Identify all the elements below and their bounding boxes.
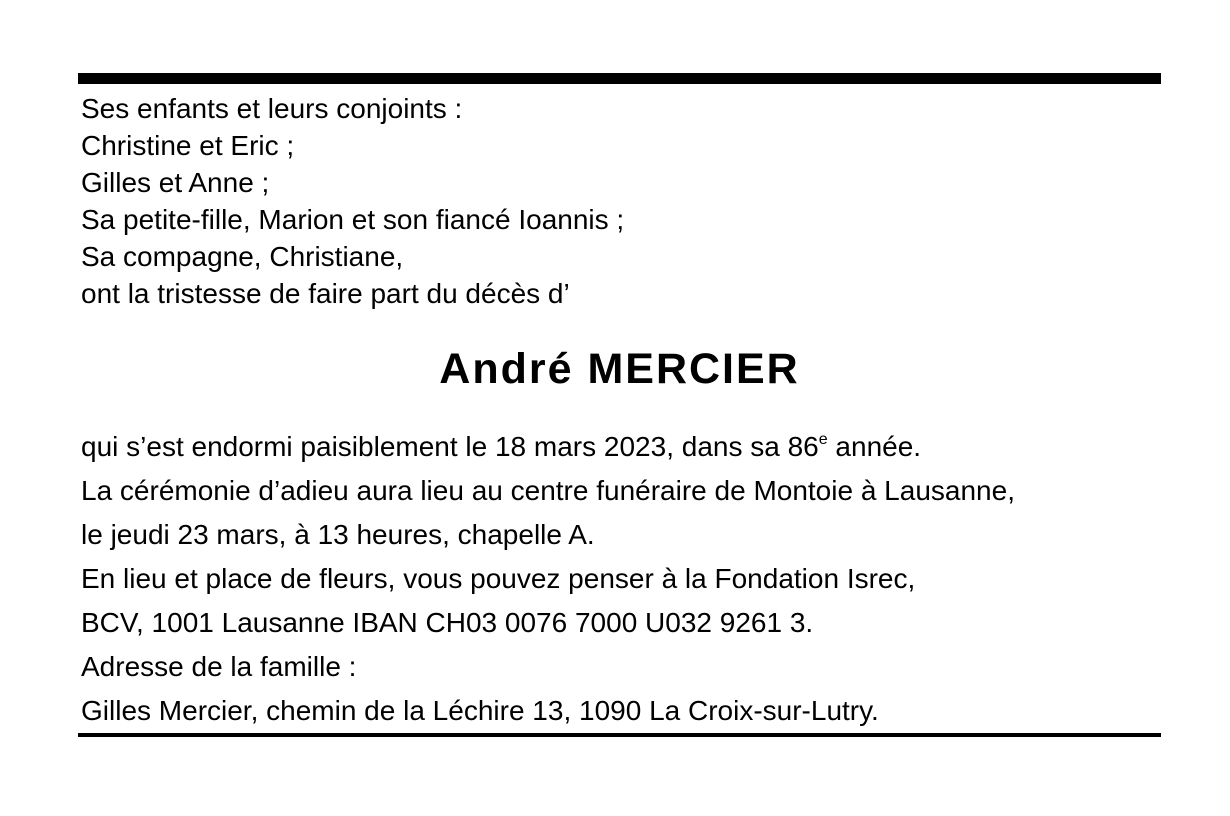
ordinal-superscript: e xyxy=(818,431,828,448)
detail-line: le jeudi 23 mars, à 13 heures, chapelle A. xyxy=(81,519,595,550)
detail-line: Gilles Mercier, chemin de la Léchire 13, 1090 La Croix-sur-Lutry. xyxy=(81,695,879,726)
intro-line: Ses enfants et leurs conjoints : xyxy=(81,93,463,124)
detail-line xyxy=(81,425,1015,469)
top-divider xyxy=(78,73,1161,84)
intro-line: ont la tristesse de faire part du décès d’ xyxy=(81,278,570,309)
detail-line: BCV, 1001 Lausanne IBAN CH03 0076 7000 U032 9261 3. xyxy=(81,607,814,638)
bottom-divider xyxy=(78,733,1161,737)
detail-line: Adresse de la famille : xyxy=(81,651,357,682)
detail-line: En lieu et place de fleurs, vous pouvez penser à la Fondation Isrec, xyxy=(81,563,916,594)
detail-line: La cérémonie d’adieu aura lieu au centre funéraire de Montoie à Lausanne, xyxy=(81,475,1015,506)
detail-text: année. xyxy=(827,431,922,462)
death-notice xyxy=(78,73,1161,738)
intro-line: Christine et Eric ; xyxy=(81,130,295,161)
family-announcement xyxy=(81,90,624,312)
notice-details xyxy=(81,425,1015,733)
deceased-name: André MERCIER xyxy=(439,345,800,393)
intro-line: Sa petite-fille, Marion et son fiancé Ioannis ; xyxy=(81,204,625,235)
detail-text: qui s’est endormi paisiblement le 18 mars 2023, dans sa 86 xyxy=(81,431,819,462)
intro-line: Gilles et Anne ; xyxy=(81,167,270,198)
intro-line: Sa compagne, Christiane, xyxy=(81,241,404,272)
